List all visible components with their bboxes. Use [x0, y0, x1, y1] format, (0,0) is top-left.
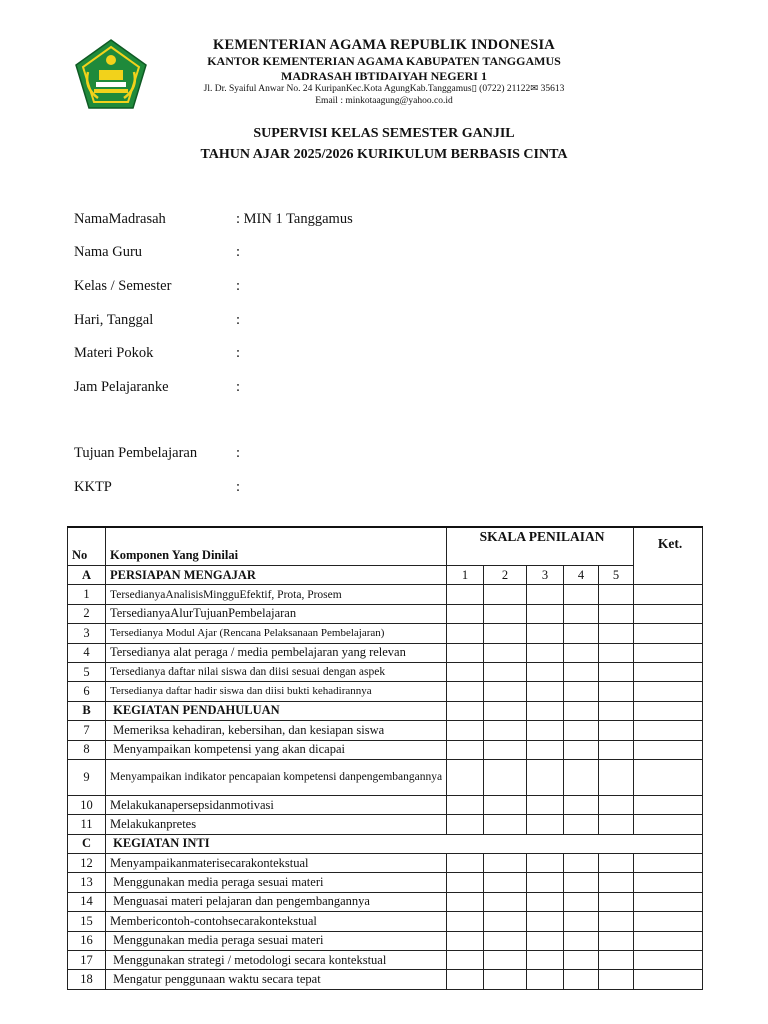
item-text: Menyampaikan indikator pencapaian kompetensi danpengembangannya [106, 759, 447, 795]
table-row [68, 912, 703, 931]
table-row [68, 951, 703, 970]
item-text: Menggunakan strategi / metodologi secara kontekstual [106, 951, 447, 970]
score-cell[interactable] [564, 624, 599, 643]
score-cell[interactable] [447, 643, 484, 662]
score-cell[interactable] [564, 643, 599, 662]
score-cell[interactable] [564, 970, 599, 989]
score-cell[interactable] [564, 585, 599, 604]
item-no: 8 [68, 740, 106, 759]
score-cell[interactable] [599, 585, 634, 604]
ket-cell[interactable] [634, 624, 703, 643]
scale-4: 4 [564, 566, 599, 585]
score-cell[interactable] [564, 759, 599, 795]
score-cell[interactable] [484, 662, 527, 681]
table-row [68, 854, 703, 873]
score-cell[interactable] [564, 854, 599, 873]
item-text: Tersedianya alat peraga / media pembelajaran yang relevan [106, 643, 447, 662]
score-cell[interactable] [599, 873, 634, 892]
scale-1: 1 [447, 566, 484, 585]
item-no: 4 [68, 643, 106, 662]
scale-3: 3 [527, 566, 564, 585]
score-cell[interactable] [564, 795, 599, 814]
score-cell[interactable] [484, 721, 527, 740]
score-cell[interactable] [484, 682, 527, 701]
ket-cell[interactable] [634, 892, 703, 911]
item-text: Tersedianya Modul Ajar (Rencana Pelaksanaan Pembelajaran) [106, 624, 447, 643]
score-cell[interactable] [564, 815, 599, 834]
school-name: MADRASAH IBTIDAIYAH NEGERI 1 [281, 69, 487, 83]
item-text: Melakukanpretes [106, 815, 447, 834]
field-label-lesson-hour: Jam Pelajaranke [74, 379, 169, 395]
score-cell[interactable] [527, 585, 564, 604]
score-cell[interactable] [527, 624, 564, 643]
field-label-madrasah: NamaMadrasah [74, 211, 166, 227]
score-cell[interactable] [447, 740, 484, 759]
item-text: TersedianyaAnalisisMingguEfektif, Prota, Prosem [106, 585, 447, 604]
score-cell[interactable] [484, 854, 527, 873]
score-cell[interactable] [527, 892, 564, 911]
score-cell[interactable] [484, 759, 527, 795]
table-row [68, 970, 703, 989]
ket-cell[interactable] [634, 815, 703, 834]
header-ket: Ket. [634, 527, 703, 585]
score-cell[interactable] [447, 931, 484, 950]
kemenag-logo-icon [74, 38, 148, 110]
score-cell[interactable] [447, 873, 484, 892]
ministry-name: KEMENTERIAN AGAMA REPUBLIK INDONESIA [213, 37, 555, 53]
score-cell[interactable] [599, 970, 634, 989]
table-row [68, 873, 703, 892]
score-cell[interactable] [484, 795, 527, 814]
score-cell[interactable] [564, 721, 599, 740]
table-row [68, 682, 703, 701]
score-cell[interactable] [599, 721, 634, 740]
school-email: Email : minkotaagung@yahoo.co.id [315, 96, 453, 106]
score-cell[interactable] [484, 624, 527, 643]
item-no: 3 [68, 624, 106, 643]
ket-cell[interactable] [634, 795, 703, 814]
score-cell[interactable] [527, 873, 564, 892]
header-no: No [68, 527, 106, 566]
score-cell[interactable] [527, 931, 564, 950]
assessment-table [67, 526, 703, 990]
score-cell[interactable] [447, 892, 484, 911]
item-no: 16 [68, 931, 106, 950]
table-row [68, 643, 703, 662]
item-text: Menggunakan media peraga sesuai materi [106, 931, 447, 950]
field-value-learning-goal: : [236, 445, 241, 461]
score-cell[interactable] [527, 912, 564, 931]
section-title: KEGIATAN PENDAHULUAN [106, 701, 447, 720]
score-cell[interactable] [599, 912, 634, 931]
section-row [68, 566, 703, 585]
document-subtitle: TAHUN AJAR 2025/2026 KURIKULUM BERBASIS CINTA [200, 147, 568, 162]
table-row [68, 604, 703, 623]
field-value-teacher: : [236, 244, 241, 260]
score-cell[interactable] [447, 585, 484, 604]
score-cell[interactable] [599, 892, 634, 911]
section-code: A [68, 566, 106, 585]
score-cell[interactable] [564, 892, 599, 911]
score-cell[interactable] [527, 662, 564, 681]
field-label-kktp: KKTP [74, 479, 112, 495]
score-cell[interactable] [599, 662, 634, 681]
score-cell[interactable] [599, 740, 634, 759]
item-text: Tersedianya daftar hadir siswa dan diisi bukti kehadirannya [106, 682, 447, 701]
table-row [68, 740, 703, 759]
score-cell[interactable] [447, 721, 484, 740]
item-no: 6 [68, 682, 106, 701]
score-cell[interactable] [484, 740, 527, 759]
field-label-class: Kelas / Semester [74, 278, 172, 294]
score-cell[interactable] [447, 624, 484, 643]
section-row [68, 701, 703, 720]
score-cell[interactable] [447, 815, 484, 834]
score-cell[interactable] [599, 643, 634, 662]
item-text: Tersedianya daftar nilai siswa dan diisi sesuai dengan aspek [106, 662, 447, 681]
score-cell[interactable] [447, 604, 484, 623]
item-text: Menguasai materi pelajaran dan pengembangannya [106, 892, 447, 911]
ket-cell[interactable] [634, 721, 703, 740]
ket-cell[interactable] [634, 854, 703, 873]
score-cell[interactable] [527, 604, 564, 623]
table-row [68, 662, 703, 681]
score-cell[interactable] [564, 912, 599, 931]
score-cell[interactable] [564, 931, 599, 950]
item-no: 2 [68, 604, 106, 623]
item-no: 11 [68, 815, 106, 834]
item-no: 13 [68, 873, 106, 892]
score-cell[interactable] [527, 970, 564, 989]
score-cell[interactable] [484, 585, 527, 604]
field-value-class: : [236, 278, 241, 294]
score-cell[interactable] [447, 759, 484, 795]
score-cell[interactable] [564, 951, 599, 970]
table-row [68, 815, 703, 834]
table-header-row [68, 527, 703, 566]
score-cell[interactable] [599, 624, 634, 643]
score-cell[interactable] [564, 740, 599, 759]
item-no: 15 [68, 912, 106, 931]
table-row [68, 892, 703, 911]
item-no: 7 [68, 721, 106, 740]
score-cell[interactable] [447, 795, 484, 814]
scale-5: 5 [599, 566, 634, 585]
item-no: 1 [68, 585, 106, 604]
document-title: SUPERVISI KELAS SEMESTER GANJIL [253, 126, 515, 141]
field-value-date: : [236, 312, 241, 328]
score-cell[interactable] [599, 854, 634, 873]
score-cell[interactable] [527, 795, 564, 814]
ket-cell[interactable] [634, 759, 703, 795]
item-no: 5 [68, 662, 106, 681]
ket-cell[interactable] [634, 931, 703, 950]
score-cell[interactable] [564, 873, 599, 892]
ket-cell[interactable] [634, 740, 703, 759]
score-cell[interactable] [527, 643, 564, 662]
score-cell[interactable] [484, 604, 527, 623]
score-cell[interactable] [599, 759, 634, 795]
section-row [68, 834, 703, 853]
item-no: 10 [68, 795, 106, 814]
score-cell[interactable] [484, 951, 527, 970]
score-cell[interactable] [447, 970, 484, 989]
item-no: 17 [68, 951, 106, 970]
score-cell[interactable] [527, 740, 564, 759]
item-text: Membericontoh-contohsecarakontekstual [106, 912, 447, 931]
section-title: PERSIAPAN MENGAJAR [106, 566, 447, 585]
score-cell[interactable] [484, 815, 527, 834]
ket-cell[interactable] [634, 912, 703, 931]
ket-cell[interactable] [634, 873, 703, 892]
score-cell[interactable] [599, 931, 634, 950]
score-cell[interactable] [599, 604, 634, 623]
score-cell[interactable] [484, 892, 527, 911]
score-cell[interactable] [599, 795, 634, 814]
section-title: KEGIATAN INTI [106, 834, 703, 853]
table-row [68, 759, 703, 795]
score-cell[interactable] [484, 873, 527, 892]
field-label-date: Hari, Tanggal [74, 312, 154, 328]
item-text: Menyampaikan kompetensi yang akan dicapai [106, 740, 447, 759]
item-text: Melakukanapersepsidanmotivasi [106, 795, 447, 814]
score-cell[interactable] [447, 951, 484, 970]
field-value-topic: : [236, 345, 241, 361]
school-address: Jl. Dr. Syaiful Anwar No. 24 KuripanKec.Kota AgungKab.Tanggamus▯ (0722) 21122✉ 35613 [203, 84, 565, 94]
field-label-learning-goal: Tujuan Pembelajaran [74, 445, 198, 461]
item-text: TersedianyaAlurTujuanPembelajaran [106, 604, 447, 623]
item-text: Memeriksa kehadiran, kebersihan, dan kesiapan siswa [106, 721, 447, 740]
item-no: 9 [68, 759, 106, 795]
score-cell[interactable] [564, 682, 599, 701]
table-row [68, 795, 703, 814]
score-cell[interactable] [599, 815, 634, 834]
score-cell[interactable] [599, 682, 634, 701]
score-cell[interactable] [484, 970, 527, 989]
score-cell[interactable] [527, 721, 564, 740]
item-text: Menyampaikanmaterisecarakontekstual [106, 854, 447, 873]
office-name: KANTOR KEMENTERIAN AGAMA KABUPATEN TANGGAMUS [207, 54, 561, 68]
table-row [68, 721, 703, 740]
score-cell[interactable] [447, 854, 484, 873]
field-label-topic: Materi Pokok [74, 345, 154, 361]
score-cell[interactable] [484, 931, 527, 950]
section-code: B [68, 701, 106, 720]
score-cell[interactable] [527, 951, 564, 970]
score-cell[interactable] [564, 604, 599, 623]
field-value-lesson-hour: : [236, 379, 241, 395]
table-row [68, 624, 703, 643]
table-row [68, 585, 703, 604]
score-cell[interactable] [484, 912, 527, 931]
section-code: C [68, 834, 106, 853]
item-no: 18 [68, 970, 106, 989]
item-no: 14 [68, 892, 106, 911]
ket-cell[interactable] [634, 682, 703, 701]
item-text: Mengatur penggunaan waktu secara tepat [106, 970, 447, 989]
score-cell[interactable] [599, 951, 634, 970]
field-value-madrasah: : MIN 1 Tanggamus [236, 211, 353, 227]
field-value-kktp: : [236, 479, 241, 495]
score-cell[interactable] [447, 912, 484, 931]
score-cell[interactable] [564, 662, 599, 681]
field-label-teacher: Nama Guru [74, 244, 143, 260]
score-cell[interactable] [484, 643, 527, 662]
ket-cell[interactable] [634, 585, 703, 604]
score-cell[interactable] [447, 662, 484, 681]
scale-2: 2 [484, 566, 527, 585]
item-text: Menggunakan media peraga sesuai materi [106, 873, 447, 892]
ket-cell[interactable] [634, 662, 703, 681]
score-cell[interactable] [527, 759, 564, 795]
ket-cell[interactable] [634, 970, 703, 989]
score-cell[interactable] [527, 815, 564, 834]
header-component: Komponen Yang Dinilai [106, 527, 447, 566]
table-row [68, 931, 703, 950]
score-cell[interactable] [527, 854, 564, 873]
ket-cell[interactable] [634, 951, 703, 970]
ket-cell[interactable] [634, 643, 703, 662]
score-cell[interactable] [447, 682, 484, 701]
score-cell[interactable] [527, 682, 564, 701]
header-scale: SKALA PENILAIAN [447, 527, 634, 566]
ket-cell[interactable] [634, 604, 703, 623]
item-no: 12 [68, 854, 106, 873]
